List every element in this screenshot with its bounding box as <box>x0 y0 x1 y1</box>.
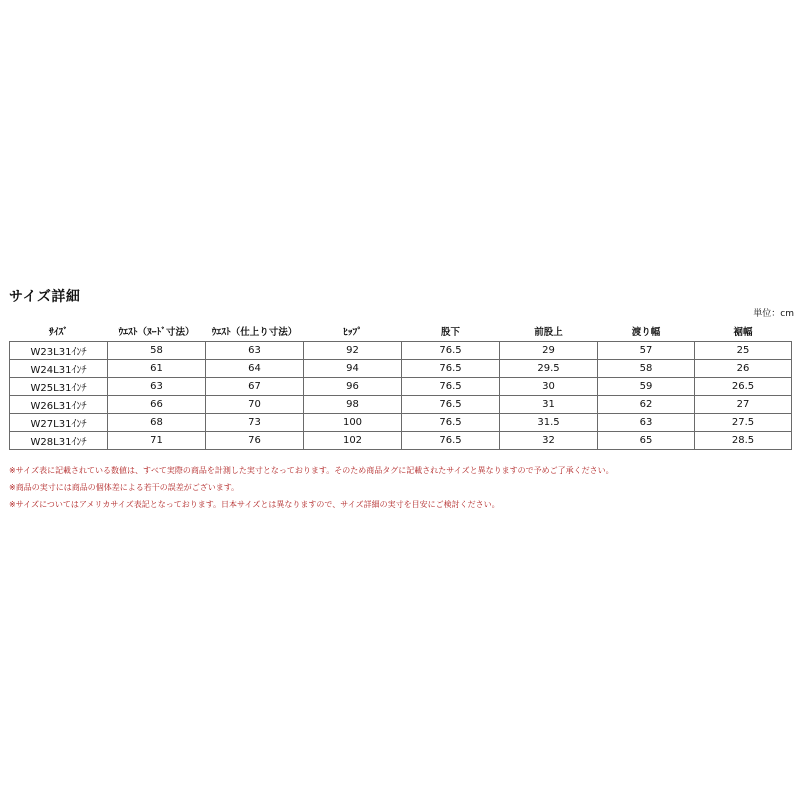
table-row <box>10 360 792 378</box>
table-row <box>10 396 792 414</box>
table-row <box>10 432 792 450</box>
cell-waist-nude: 63 <box>108 378 206 396</box>
cell-waist-finished: 63 <box>206 342 304 360</box>
cell-hip: 98 <box>304 396 402 414</box>
cell-inseam: 76.5 <box>402 342 500 360</box>
cell-waist-nude: 61 <box>108 360 206 378</box>
cell-waist-nude: 58 <box>108 342 206 360</box>
header-hem-width: 裾幅 <box>733 327 753 338</box>
cell-hem-width: 26 <box>695 360 792 378</box>
cell-waist-nude: 66 <box>108 396 206 414</box>
notes-section <box>9 462 794 513</box>
cell-hip: 96 <box>304 378 402 396</box>
cell-thigh-width: 62 <box>598 396 695 414</box>
cell-front-rise: 31 <box>500 396 598 414</box>
cell-hem-width: 28.5 <box>695 432 792 450</box>
cell-hip: 92 <box>304 342 402 360</box>
header-hip: ﾋｯﾌﾟ <box>342 327 362 338</box>
cell-front-rise: 30 <box>500 378 598 396</box>
header-inseam: 股下 <box>440 327 460 338</box>
cell-waist-nude: 71 <box>108 432 206 450</box>
header-front-rise: 前股上 <box>534 327 563 338</box>
unit-label: 単位：cm <box>753 309 794 319</box>
note-us-sizing: ※サイズについてはアメリカサイズ表記となっております。日本サイズとは異なりますので、サイズ詳細の実寸を目安にご検討ください。 <box>9 500 500 509</box>
header-waist-finished: ｳｴｽﾄ（仕上り寸法） <box>211 327 298 338</box>
page-title: サイズ詳細 <box>9 289 81 305</box>
cell-size: W23L31ｲﾝﾁ <box>10 342 108 360</box>
note-variance: ※商品の実寸には商品の個体差による若干の誤差がございます。 <box>9 483 240 492</box>
cell-hip: 102 <box>304 432 402 450</box>
cell-waist-finished: 70 <box>206 396 304 414</box>
cell-front-rise: 31.5 <box>500 414 598 432</box>
note-measurement: ※サイズ表に記載されている数値は、すべて実際の商品を計測した実寸となっております。そのため商品タグに記載されたサイズと異なりますので予めご了承ください。 <box>9 466 614 475</box>
size-table <box>9 321 792 450</box>
header-size: ｻｲｽﾞ <box>48 327 68 338</box>
header-waist-nude: ｳｴｽﾄ（ﾇｰﾄﾞ寸法） <box>118 327 195 338</box>
cell-inseam: 76.5 <box>402 414 500 432</box>
cell-hem-width: 26.5 <box>695 378 792 396</box>
cell-waist-finished: 67 <box>206 378 304 396</box>
cell-thigh-width: 63 <box>598 414 695 432</box>
cell-thigh-width: 57 <box>598 342 695 360</box>
cell-inseam: 76.5 <box>402 432 500 450</box>
cell-hem-width: 27 <box>695 396 792 414</box>
cell-size: W28L31ｲﾝﾁ <box>10 432 108 450</box>
table-row <box>10 378 792 396</box>
cell-thigh-width: 58 <box>598 360 695 378</box>
cell-size: W26L31ｲﾝﾁ <box>10 396 108 414</box>
table-row <box>10 342 792 360</box>
table-header-row <box>10 321 792 342</box>
cell-waist-finished: 76 <box>206 432 304 450</box>
cell-front-rise: 29 <box>500 342 598 360</box>
cell-size: W25L31ｲﾝﾁ <box>10 378 108 396</box>
cell-inseam: 76.5 <box>402 360 500 378</box>
cell-size: W27L31ｲﾝﾁ <box>10 414 108 432</box>
cell-hem-width: 25 <box>695 342 792 360</box>
cell-waist-finished: 73 <box>206 414 304 432</box>
header-thigh-width: 渡り幅 <box>631 327 661 338</box>
cell-waist-nude: 68 <box>108 414 206 432</box>
cell-hem-width: 27.5 <box>695 414 792 432</box>
cell-inseam: 76.5 <box>402 396 500 414</box>
cell-front-rise: 32 <box>500 432 598 450</box>
cell-thigh-width: 65 <box>598 432 695 450</box>
cell-size: W24L31ｲﾝﾁ <box>10 360 108 378</box>
cell-front-rise: 29.5 <box>500 360 598 378</box>
table-row <box>10 414 792 432</box>
cell-hip: 94 <box>304 360 402 378</box>
cell-thigh-width: 59 <box>598 378 695 396</box>
cell-inseam: 76.5 <box>402 378 500 396</box>
cell-waist-finished: 64 <box>206 360 304 378</box>
cell-hip: 100 <box>304 414 402 432</box>
